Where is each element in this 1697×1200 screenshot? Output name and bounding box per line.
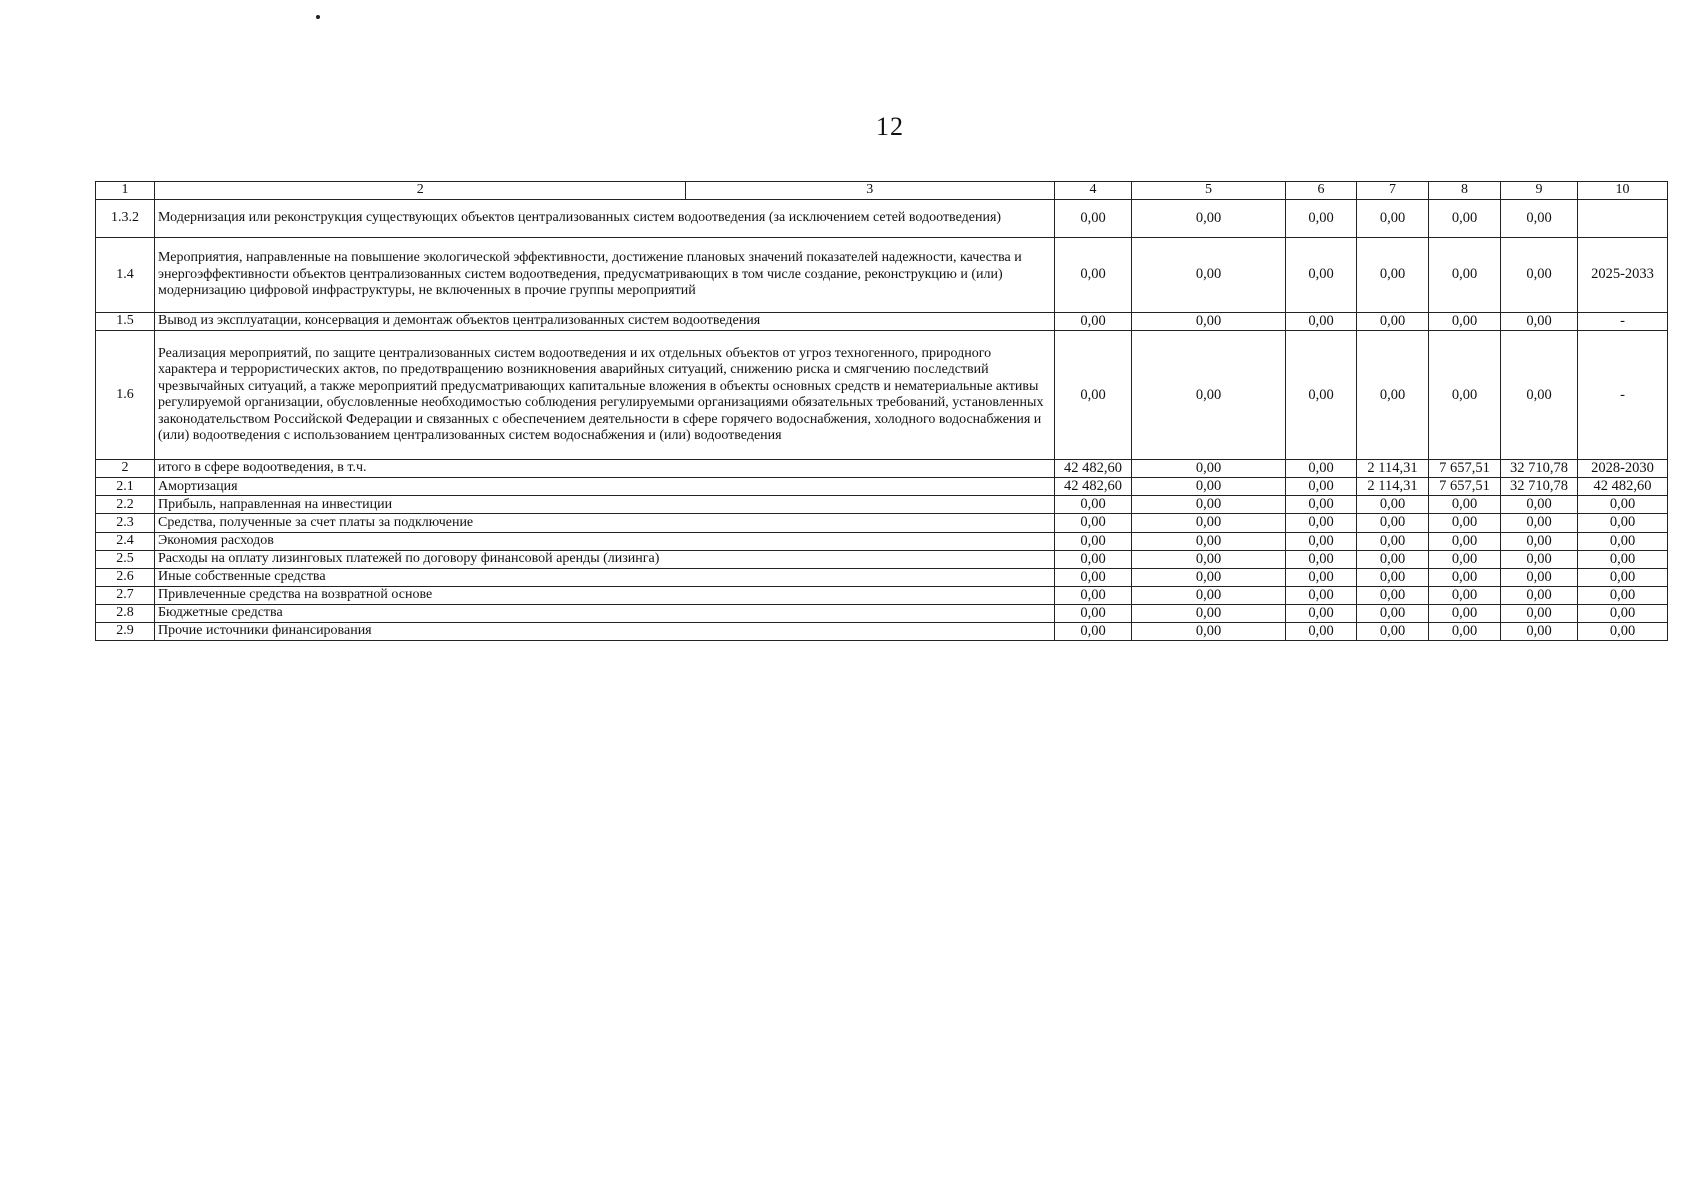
- table-row: [96, 478, 1668, 496]
- header-cell-4: 4: [1055, 182, 1132, 200]
- row-value-8: 7 657,51: [1429, 478, 1501, 496]
- row-number: 2.5: [96, 550, 155, 568]
- row-value-9: 0,00: [1501, 604, 1578, 622]
- row-name: Прочие источники финансирования: [155, 623, 1055, 641]
- row-value-10: 0,00: [1578, 514, 1668, 532]
- row-value-9: 0,00: [1501, 550, 1578, 568]
- row-value-10: 0,00: [1578, 550, 1668, 568]
- row-value-5: 0,00: [1132, 514, 1286, 532]
- table-row: [96, 331, 1668, 460]
- row-value-8: 0,00: [1429, 200, 1501, 238]
- row-value-8: 0,00: [1429, 550, 1501, 568]
- table-row: [96, 604, 1668, 622]
- row-value-9: 32 710,78: [1501, 460, 1578, 478]
- header-cell-2: 2: [416, 182, 424, 197]
- row-value-7: 0,00: [1357, 586, 1429, 604]
- row-value-7: 0,00: [1357, 313, 1429, 331]
- row-value-10: 0,00: [1578, 604, 1668, 622]
- row-value-6: 0,00: [1286, 331, 1357, 460]
- row-value-7: 0,00: [1357, 532, 1429, 550]
- table-row: [96, 514, 1668, 532]
- row-value-5: 0,00: [1132, 478, 1286, 496]
- row-value-4: 0,00: [1055, 238, 1132, 313]
- row-value-8: 0,00: [1429, 604, 1501, 622]
- row-value-6: 0,00: [1286, 200, 1357, 238]
- row-value-7: 0,00: [1357, 623, 1429, 641]
- row-value-10: 0,00: [1578, 532, 1668, 550]
- row-name: Привлеченные средства на возвратной основе: [155, 586, 1055, 604]
- table-row: [96, 586, 1668, 604]
- header-cell-8: 8: [1429, 182, 1501, 200]
- row-value-4: 0,00: [1055, 568, 1132, 586]
- row-value-9: 0,00: [1501, 331, 1578, 460]
- row-number: 1.3.2: [96, 200, 155, 238]
- row-name: Бюджетные средства: [155, 604, 1055, 622]
- row-value-4: 42 482,60: [1055, 478, 1132, 496]
- header-cell-9: 9: [1501, 182, 1578, 200]
- row-value-4: 0,00: [1055, 331, 1132, 460]
- row-name: Амортизация: [155, 478, 1055, 496]
- financing-table: [95, 181, 1668, 641]
- header-cell-7: 7: [1357, 182, 1429, 200]
- row-value-5: 0,00: [1132, 460, 1286, 478]
- row-number: 2.4: [96, 532, 155, 550]
- row-value-6: 0,00: [1286, 238, 1357, 313]
- row-value-6: 0,00: [1286, 460, 1357, 478]
- header-cell-10: 10: [1578, 182, 1668, 200]
- row-value-8: 0,00: [1429, 331, 1501, 460]
- row-value-10: 2028-2030: [1578, 460, 1668, 478]
- row-value-9: 0,00: [1501, 586, 1578, 604]
- row-value-7: 2 114,31: [1357, 478, 1429, 496]
- row-name: Экономия расходов: [155, 532, 1055, 550]
- row-value-6: 0,00: [1286, 532, 1357, 550]
- row-value-9: 0,00: [1501, 496, 1578, 514]
- row-name: итого в сфере водоотведения, в т.ч.: [155, 460, 1055, 478]
- row-value-10: 2025-2033: [1578, 238, 1668, 313]
- row-number: 2.2: [96, 496, 155, 514]
- table-row: [96, 313, 1668, 331]
- row-value-6: 0,00: [1286, 623, 1357, 641]
- row-name: Иные собственные средства: [155, 568, 1055, 586]
- table-row: [96, 623, 1668, 641]
- row-value-5: 0,00: [1132, 200, 1286, 238]
- row-value-7: 0,00: [1357, 331, 1429, 460]
- row-name: Реализация мероприятий, по защите централизованных систем водоотведения и их отдельных объектов от угроз техногенного, природного характера и террористических актов, по предотвращению возникновения аварийных ситуаций, снижению риска и смягчению последствий чрезвычайных ситуаций, а также мероприятий предусматривающих капитальные вложения в объекты основных средств и нематериальные активы регулируемой организации, обусловленные необходимостью соблюдения регулируемыми организациями обязательных требований, установленных законодательством Российской Федерации и связанных с обеспечением деятельности в сфере горячего водоснабжения, холодного водоснабжения и (или) водоотведения с использованием централизованных систем водоснабжения и (или) водоотведения: [155, 331, 1055, 460]
- header-cell-6: 6: [1286, 182, 1357, 200]
- row-value-6: 0,00: [1286, 496, 1357, 514]
- header-cell-1: 1: [96, 182, 155, 200]
- row-name: Мероприятия, направленные на повышение экологической эффективности, достижение плановых значений показателей надежности, качества и энергоэффективности объектов централизованных систем водоотведения, предусматривающих в том числе создание, реконструкцию и (или) модернизацию цифровой инфраструктуры, не включенных в прочие группы мероприятий: [155, 238, 1055, 313]
- row-value-10: 0,00: [1578, 496, 1668, 514]
- row-value-6: 0,00: [1286, 313, 1357, 331]
- table-row: [96, 238, 1668, 313]
- row-value-9: 0,00: [1501, 238, 1578, 313]
- row-value-9: 32 710,78: [1501, 478, 1578, 496]
- table-row: [96, 496, 1668, 514]
- row-value-4: 0,00: [1055, 532, 1132, 550]
- row-number: 2.8: [96, 604, 155, 622]
- table-row: [96, 460, 1668, 478]
- row-value-10: 0,00: [1578, 623, 1668, 641]
- row-value-7: 2 114,31: [1357, 460, 1429, 478]
- row-number: 2: [96, 460, 155, 478]
- row-value-5: 0,00: [1132, 623, 1286, 641]
- row-value-8: 0,00: [1429, 313, 1501, 331]
- row-value-4: 0,00: [1055, 200, 1132, 238]
- row-name: Расходы на оплату лизинговых платежей по договору финансовой аренды (лизинга): [155, 550, 1055, 568]
- row-value-8: 0,00: [1429, 514, 1501, 532]
- row-value-7: 0,00: [1357, 514, 1429, 532]
- row-value-7: 0,00: [1357, 604, 1429, 622]
- row-value-9: 0,00: [1501, 532, 1578, 550]
- row-value-7: 0,00: [1357, 568, 1429, 586]
- row-value-4: 0,00: [1055, 604, 1132, 622]
- row-value-9: 0,00: [1501, 313, 1578, 331]
- row-value-5: 0,00: [1132, 238, 1286, 313]
- row-value-9: 0,00: [1501, 623, 1578, 641]
- row-value-6: 0,00: [1286, 568, 1357, 586]
- row-value-5: 0,00: [1132, 604, 1286, 622]
- row-value-5: 0,00: [1132, 550, 1286, 568]
- row-value-5: 0,00: [1132, 532, 1286, 550]
- row-number: 1.5: [96, 313, 155, 331]
- row-value-6: 0,00: [1286, 478, 1357, 496]
- row-value-6: 0,00: [1286, 550, 1357, 568]
- row-value-7: 0,00: [1357, 550, 1429, 568]
- scan-speck: [316, 15, 320, 19]
- row-value-8: 7 657,51: [1429, 460, 1501, 478]
- row-value-10: -: [1578, 331, 1668, 460]
- row-value-8: 0,00: [1429, 532, 1501, 550]
- row-value-9: 0,00: [1501, 200, 1578, 238]
- row-value-5: 0,00: [1132, 586, 1286, 604]
- row-number: 1.4: [96, 238, 155, 313]
- row-value-4: 0,00: [1055, 496, 1132, 514]
- table-row: [96, 200, 1668, 238]
- row-value-5: 0,00: [1132, 331, 1286, 460]
- row-value-8: 0,00: [1429, 586, 1501, 604]
- row-value-7: 0,00: [1357, 238, 1429, 313]
- row-value-8: 0,00: [1429, 238, 1501, 313]
- table-row: [96, 550, 1668, 568]
- table-row: [96, 568, 1668, 586]
- row-number: 2.3: [96, 514, 155, 532]
- row-value-4: 0,00: [1055, 514, 1132, 532]
- row-value-4: 0,00: [1055, 313, 1132, 331]
- table-row: [96, 532, 1668, 550]
- row-name: Средства, полученные за счет платы за подключение: [155, 514, 1055, 532]
- row-value-10: -: [1578, 313, 1668, 331]
- row-value-10: 42 482,60: [1578, 478, 1668, 496]
- header-cell-5: 5: [1132, 182, 1286, 200]
- row-value-5: 0,00: [1132, 568, 1286, 586]
- row-value-10: 0,00: [1578, 586, 1668, 604]
- row-value-4: 42 482,60: [1055, 460, 1132, 478]
- row-number: 1.6: [96, 331, 155, 460]
- header-cell-2-3: [155, 182, 1055, 200]
- row-value-4: 0,00: [1055, 623, 1132, 641]
- row-number: 2.7: [96, 586, 155, 604]
- row-number: 2.1: [96, 478, 155, 496]
- header-cell-3: 3: [866, 182, 874, 197]
- row-value-6: 0,00: [1286, 514, 1357, 532]
- page-number: 12: [876, 112, 904, 141]
- row-value-8: 0,00: [1429, 623, 1501, 641]
- row-value-8: 0,00: [1429, 496, 1501, 514]
- row-name: Прибыль, направленная на инвестиции: [155, 496, 1055, 514]
- row-value-8: 0,00: [1429, 568, 1501, 586]
- row-value-7: 0,00: [1357, 496, 1429, 514]
- row-value-10: [1578, 200, 1668, 238]
- row-value-5: 0,00: [1132, 496, 1286, 514]
- row-value-5: 0,00: [1132, 313, 1286, 331]
- row-value-6: 0,00: [1286, 604, 1357, 622]
- row-value-6: 0,00: [1286, 586, 1357, 604]
- table-header-row: [96, 182, 1668, 200]
- row-value-9: 0,00: [1501, 568, 1578, 586]
- row-number: 2.9: [96, 623, 155, 641]
- row-value-7: 0,00: [1357, 200, 1429, 238]
- row-value-9: 0,00: [1501, 514, 1578, 532]
- row-number: 2.6: [96, 568, 155, 586]
- row-name: Модернизация или реконструкция существующих объектов централизованных систем водоотведения (за исключением сетей водоотведения): [155, 200, 1055, 238]
- row-value-4: 0,00: [1055, 586, 1132, 604]
- row-name: Вывод из эксплуатации, консервация и демонтаж объектов централизованных систем водоотведения: [155, 313, 1055, 331]
- row-value-10: 0,00: [1578, 568, 1668, 586]
- row-value-4: 0,00: [1055, 550, 1132, 568]
